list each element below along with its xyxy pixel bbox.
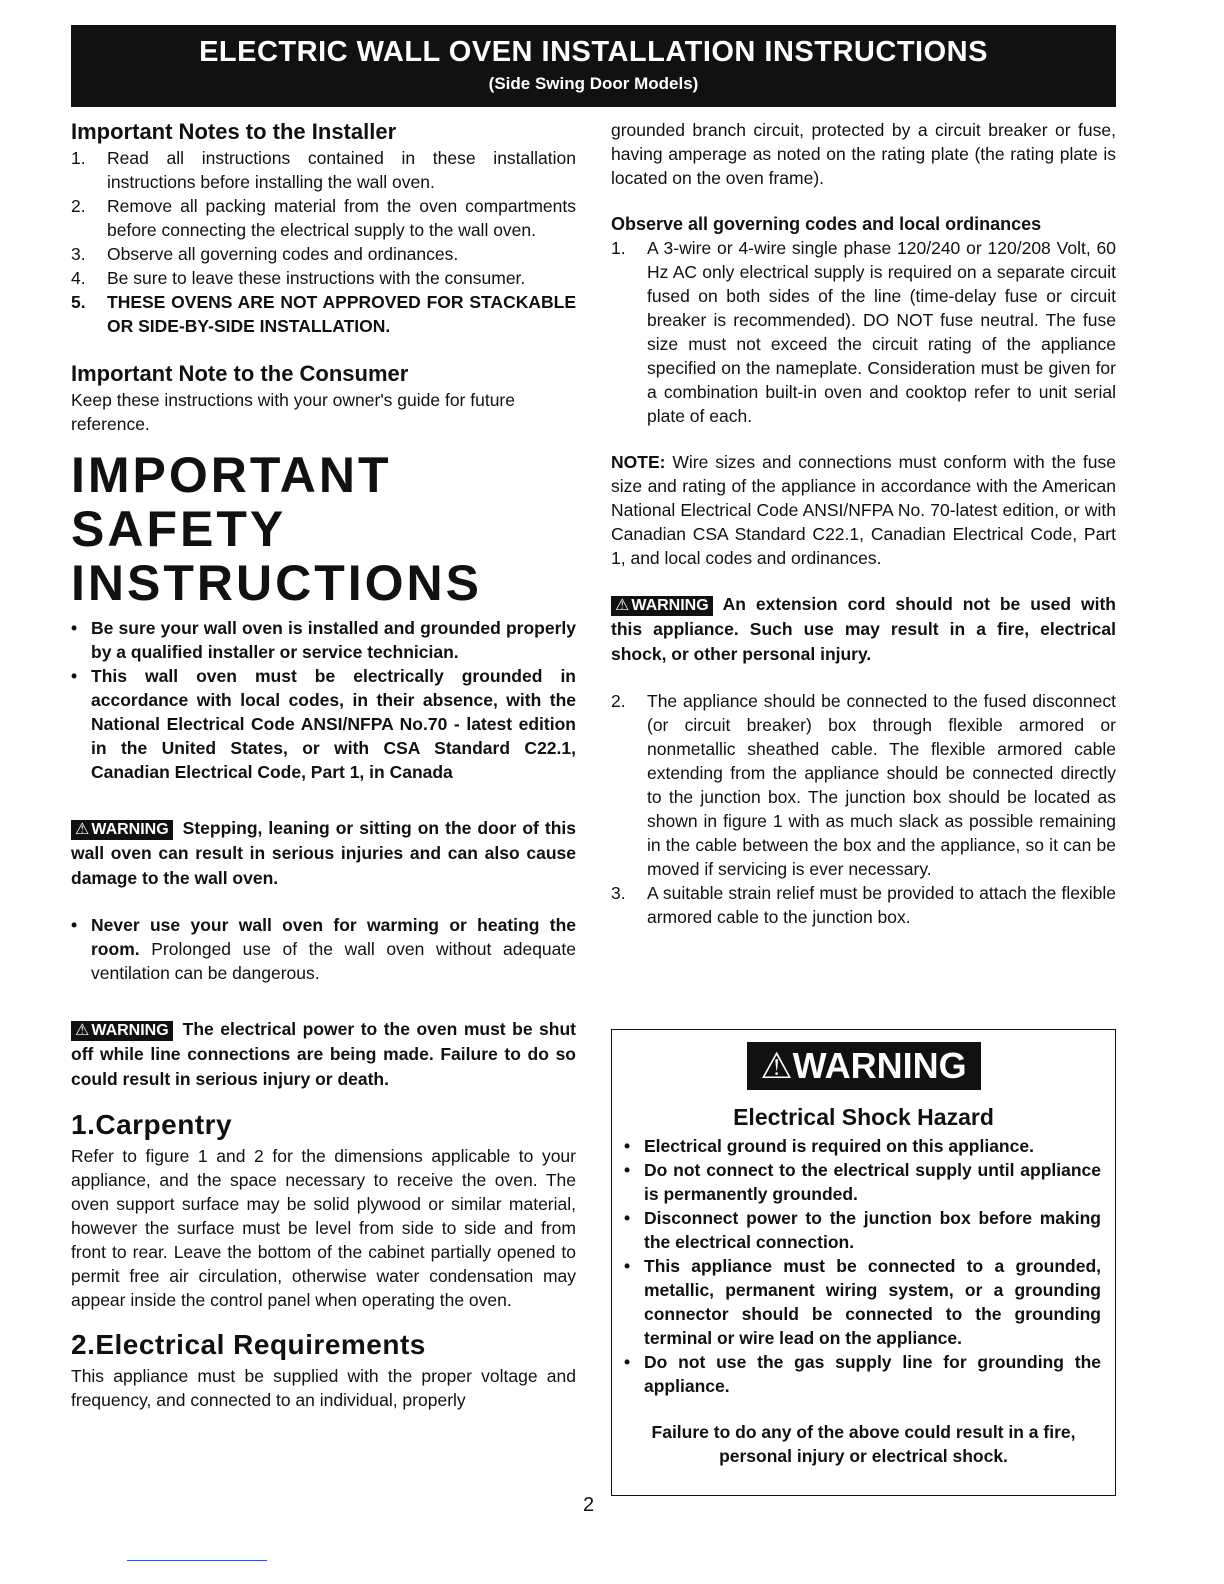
left-column: [71, 118, 576, 1412]
list-item: 5. THESE OVENS ARE NOT APPROVED FOR STACKABLE OR SIDE-BY-SIDE INSTALLATION.: [71, 292, 576, 336]
note-paragraph: NOTE: Wire sizes and connections must conform with the fuse size and rating of the appliance in accordance with the American National Electrical Code ANSI/NFPA No. 70-latest edition, or with Canadian CSA Standard C22.1, Canadian Electrical Code, Part 1, and local codes and ordinances.: [611, 452, 1116, 568]
carpentry-heading: 1.Carpentry: [71, 1109, 233, 1140]
hazard-title: Electrical Shock Hazard: [733, 1104, 994, 1130]
electrical-list-2: [611, 689, 1116, 929]
safety-bullets: [71, 616, 576, 784]
page-number: 2: [583, 1494, 595, 1516]
codes-heading: Observe all governing codes and local ordinances: [611, 214, 1042, 234]
carpentry-text: Refer to figure 1 and 2 for the dimensions applicable to your appliance, and the space necessary to receive the oven. The oven support surface may be solid plywood or similar material, however the surface must be level from side to side and from front to rear. Leave the bottom of the cabinet partially opened to permit free air circulation, otherwise water condensation may appear inside the control panel when operating the oven.: [71, 1146, 576, 1310]
hazard-footer: Failure to do any of the above could result in a fire, personal injury or electrical shock.: [651, 1422, 1076, 1466]
list-item: 3. Observe all governing codes and ordinances.: [71, 244, 459, 264]
electrical-text-right: grounded branch circuit, protected by a circuit breaker or fuse, having amperage as noted on the rating plate (the rating plate is located on the oven frame).: [611, 120, 1116, 188]
hazard-list: [624, 1134, 1101, 1398]
electrical-heading: 2.Electrical Requirements: [71, 1329, 426, 1360]
list-item: • Never use your wall oven for warming or heating the room. Prolonged use of the wall oven without adequate ventilation can be dangerous.: [71, 915, 576, 983]
list-item: • Do not use the gas supply line for grounding the appliance.: [624, 1352, 1101, 1396]
electrical-text-left: This appliance must be supplied with the proper voltage and frequency, and connected to an individual, properly: [71, 1366, 576, 1410]
hazard-warning-badge: ⚠WARNING: [747, 1042, 981, 1090]
electrical-shock-hazard-box: [611, 1029, 1116, 1496]
list-item: 1. Read all instructions contained in these installation instructions before installing the wall oven.: [71, 148, 576, 192]
safety-heading: IMPORTANT SAFETY INSTRUCTIONS: [71, 447, 482, 611]
list-item: • This appliance must be connected to a grounded, metallic, permanent wiring system, or a grounding connector should be connected to the grounding terminal or wire lead on the appliance.: [624, 1256, 1101, 1348]
list-item: 3. A suitable strain relief must be provided to attach the flexible armored cable to the junction box.: [611, 883, 1116, 927]
safety-bullets-2: [71, 913, 576, 985]
warning-door: ⚠ WARNING Stepping, leaning or sitting on the door of this wall oven can result in serious injuries and can also cause damage to the wall oven.: [71, 818, 576, 888]
right-column: [611, 118, 1116, 929]
list-item: 4. Be sure to leave these instructions with the consumer.: [71, 268, 526, 288]
list-item: 2. Remove all packing material from the oven compartments before connecting the electrical supply to the wall oven.: [71, 196, 576, 240]
list-item: • This wall oven must be electrically grounded in accordance with local codes, in their absence, with the National Electrical Code ANSI/NFPA No.70 - latest edition in the United States, or with CSA Standard C22.1, Canadian Electrical Code, Part 1, in Canada: [71, 666, 576, 782]
warning-power: ⚠ WARNING The electrical power to the oven must be shut off while line connections are being made. Failure to do so could result in serious injury or death.: [71, 1019, 576, 1089]
warning-badge: ⚠ WARNING: [611, 596, 713, 616]
page-title: ELECTRIC WALL OVEN INSTALLATION INSTRUCTIONS: [199, 36, 988, 68]
list-item: 1. A 3-wire or 4-wire single phase 120/240 or 120/208 Volt, 60 Hz AC only electrical supply is required on a separate circuit fused on both sides of the line (time-delay fuse or circuit breaker is recommended). DO NOT fuse neutral. The fuse size must not exceed the circuit rating of the appliance specified on the nameplate. Consideration must be given for a combination built-in oven and cooktop refer to unit serial plate of each.: [611, 238, 1116, 426]
consumer-note-heading: Important Note to the Consumer: [71, 361, 409, 386]
warning-badge: ⚠ WARNING: [71, 1021, 173, 1041]
list-item: • Do not connect to the electrical supply until appliance is permanently grounded.: [624, 1160, 1101, 1204]
page-subtitle: (Side Swing Door Models): [488, 74, 699, 93]
alert-triangle-icon: ⚠: [760, 1045, 793, 1086]
list-item: • Electrical ground is required on this appliance.: [624, 1136, 1034, 1156]
warning-badge: ⚠ WARNING: [71, 820, 173, 840]
consumer-note-text: Keep these instructions with your owner's guide for future reference.: [71, 390, 515, 434]
alert-triangle-icon: ⚠: [75, 1022, 90, 1039]
warning-extension-cord: ⚠ WARNING An extension cord should not be used with this appliance. Such use may result in a fire, electrical shock, or other personal injury.: [611, 594, 1116, 664]
list-item: • Disconnect power to the junction box before making the electrical connection.: [624, 1208, 1101, 1252]
list-item: 2. The appliance should be connected to the fused disconnect (or circuit breaker) box through flexible armored or nonmetallic sheathed cable. The flexible armored cable extending from the appliance should be connected directly to the junction box. The junction box should be located as shown in figure 1 with as much slack as possible remaining in the cable between the box and the appliance, so it can be moved if servicing is ever necessary.: [611, 691, 1116, 879]
electrical-list-1: [611, 236, 1116, 428]
footer-rule: [127, 1560, 267, 1561]
title-banner: [71, 25, 1116, 107]
installer-notes-heading: Important Notes to the Installer: [71, 119, 397, 144]
list-item: • Be sure your wall oven is installed and grounded properly by a qualified installer or service technician.: [71, 618, 576, 662]
installer-notes-list: [71, 146, 576, 338]
alert-triangle-icon: ⚠: [615, 597, 630, 614]
alert-triangle-icon: ⚠: [75, 821, 90, 838]
